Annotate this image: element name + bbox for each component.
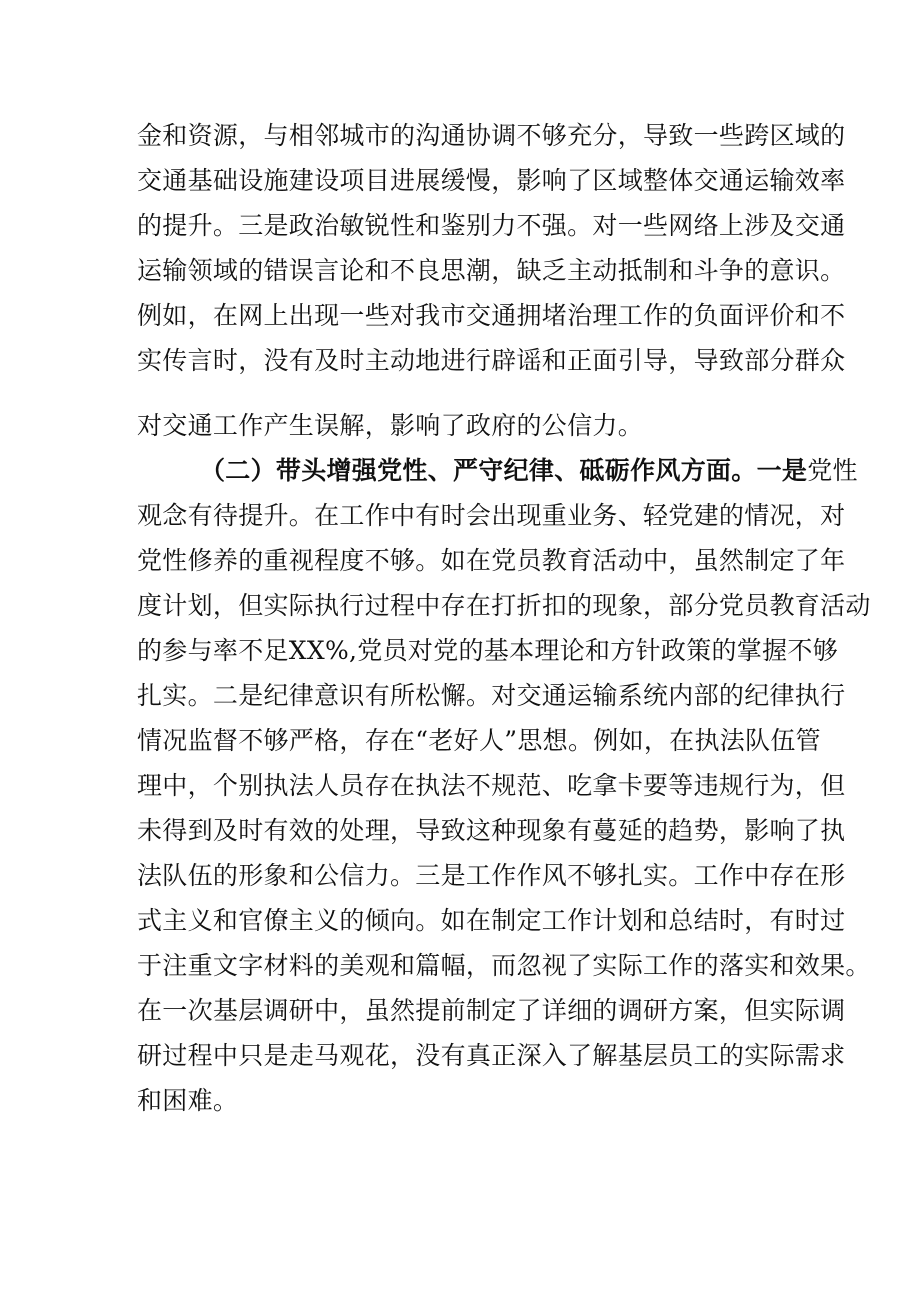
text-line-5: 例如，在网上出现一些对我市交通拥堵治理工作的负面评价和不 [137,301,846,330]
text-line-15: 未得到及时有效的处理，导致这种现象有蔓延的趋势，影响了执 [137,816,846,845]
text-line-19: 在一次基层调研中，虽然提前制定了详细的调研方案，但实际调 [137,996,846,1025]
text-line-14: 理中，个别执法人员存在执法不规范、吃拿卡要等违规行为，但 [137,771,846,800]
section-heading: （二）带头增强党性、严守纪律、砥砺作风方面。一是 [200,456,808,485]
text-line-13: 情况监督不够严格，存在“老好人”思想。例如，在执法队伍管 [137,726,821,755]
text-line-12: 扎实。二是纪律意识有所松懈。对交通运输系统内部的纪律执行 [137,681,846,710]
text-line-7: 对交通工作产生误解，影响了政府的公信力。 [137,411,644,440]
text-line-1: 金和资源，与相邻城市的沟通协调不够充分，导致一些跨区域的 [137,121,846,150]
text-line-2: 交通基础设施建设项目进展缓慢，影响了区域整体交通运输效率 [137,166,846,195]
text-line-10: 度计划，但实际执行过程中存在打折扣的现象，部分党员教育活动 [137,591,871,620]
section-heading-tail: 党性 [807,456,858,485]
text-line-3: 的提升。三是政治敏锐性和鉴别力不强。对一些网络上涉及交通 [137,211,846,240]
text-line-17: 式主义和官僚主义的倾向。如在制定工作计划和总结时，有时过 [137,906,846,935]
text-line-8: 观念有待提升。在工作中有时会出现重业务、轻党建的情况，对 [137,501,846,530]
text-line-21: 和困难。 [137,1086,239,1115]
text-line-18: 于注重文字材料的美观和篇幅，而忽视了实际工作的落实和效果。 [137,951,871,980]
text-line-9: 党性修养的重视程度不够。如在党员教育活动中，虽然制定了年 [137,546,846,575]
text-line-11: 的参与率不足XX%,党员对党的基本理论和方针政策的掌握不够 [137,636,838,665]
text-line-6: 实传言时，没有及时主动地进行辟谣和正面引导，导致部分群众 [137,346,846,375]
text-line-20: 研过程中只是走马观花，没有真正深入了解基层员工的实际需求 [137,1041,846,1070]
text-line-4: 运输领域的错误言论和不良思潮，缺乏主动抵制和斗争的意识。 [137,256,846,285]
section-heading-line [200,452,858,490]
text-line-16: 法队伍的形象和公信力。三是工作作风不够扎实。工作中存在形 [137,861,846,890]
